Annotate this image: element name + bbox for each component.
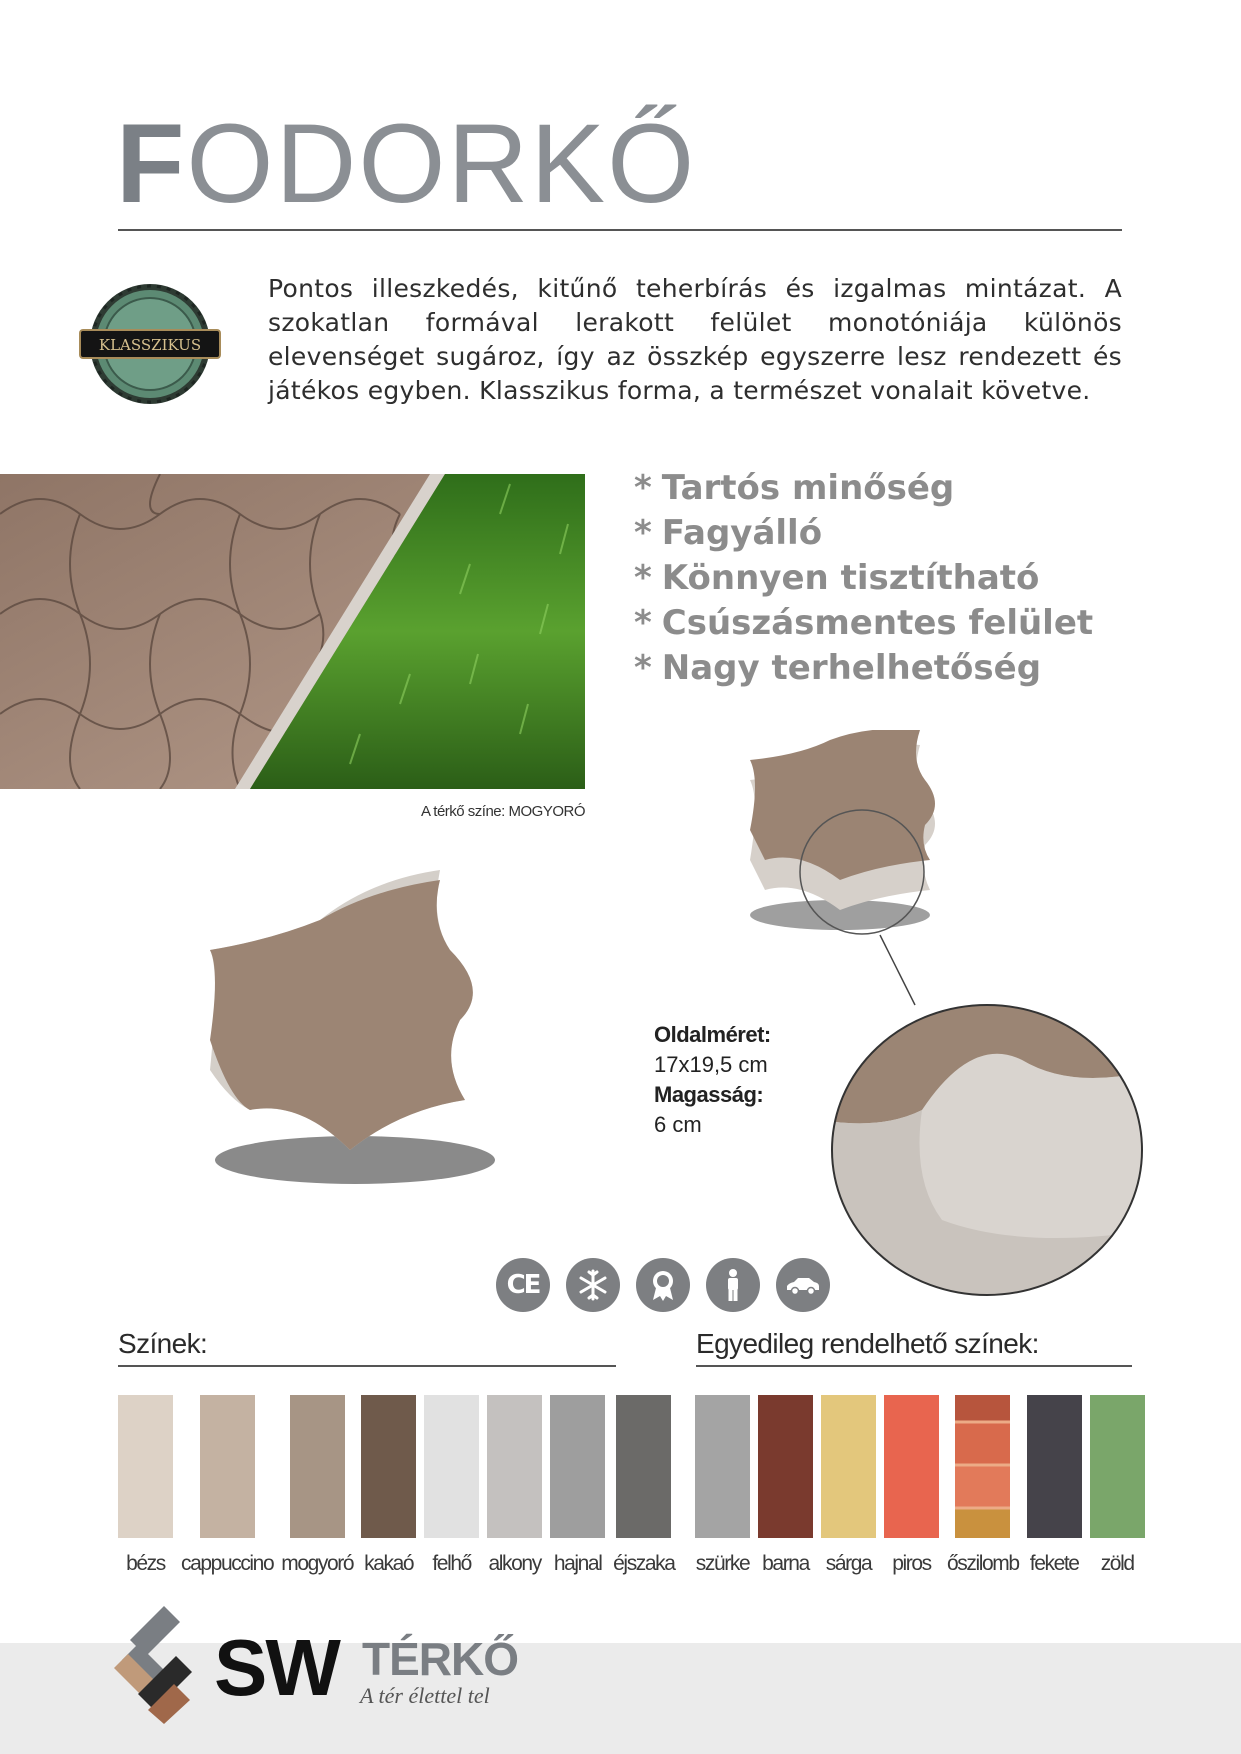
feature-item: * Csúszásmentes felület	[634, 603, 1094, 643]
product-specs	[654, 1020, 771, 1140]
photo-caption: A térkő színe: MOGYORÓ	[420, 803, 585, 820]
color-swatch	[361, 1395, 416, 1538]
paving-photo-illustration	[0, 474, 585, 789]
color-swatch	[955, 1395, 1010, 1538]
klasszikus-badge	[76, 280, 224, 408]
title-initial: F	[116, 101, 187, 226]
color-swatch-item	[424, 1395, 479, 1576]
color-swatch	[487, 1395, 542, 1538]
title-divider	[118, 229, 1122, 231]
color-swatch	[821, 1395, 876, 1538]
color-swatch-label: mogyoró	[281, 1552, 354, 1575]
snowflake-icon	[566, 1258, 620, 1312]
color-swatch-label: szürke	[695, 1552, 750, 1575]
colors-divider	[118, 1365, 616, 1367]
custom-colors-heading: Egyedileg rendelhető színek:	[696, 1328, 1039, 1359]
brand-name-rest: TÉRKŐ	[362, 1633, 518, 1685]
color-swatch-label: fekete	[1029, 1552, 1079, 1575]
color-swatch	[758, 1395, 813, 1538]
color-swatch-item	[487, 1395, 542, 1576]
side-size-label: Oldalméret:	[654, 1022, 771, 1047]
title-rest: ODORKŐ	[186, 101, 697, 226]
color-swatch-label: zöld	[1100, 1552, 1134, 1575]
color-swatch-item	[281, 1395, 353, 1576]
color-swatch	[884, 1395, 939, 1538]
custom-color-swatches	[695, 1395, 1145, 1576]
custom-colors-divider	[696, 1365, 1132, 1367]
standard-color-swatches	[118, 1395, 675, 1576]
certification-icons	[496, 1258, 830, 1312]
paver-stone-small-image	[720, 730, 960, 965]
color-swatch	[695, 1395, 750, 1538]
color-swatch-item	[947, 1395, 1019, 1576]
color-swatch	[290, 1395, 345, 1538]
product-description: Pontos illeszkedés, kitűnő teherbírás és izgalmas mintázat. A szokatlan formával lerakott felület monotóniája különös elevenséget sugároz, így az összkép egyszerre lesz rendezett és játékos egyben. Klasszikus forma, a természet vonalait követve.	[268, 274, 1122, 405]
colors-heading: Színek:	[118, 1328, 208, 1359]
zoom-detail-circle	[822, 1000, 1152, 1300]
color-swatch	[118, 1395, 173, 1538]
color-swatch	[1090, 1395, 1145, 1538]
award-rosette-icon	[636, 1258, 690, 1312]
car-icon	[776, 1258, 830, 1312]
color-swatch-label: alkony	[488, 1552, 541, 1575]
feature-item: * Tartós minőség	[634, 468, 955, 508]
feature-item: * Nagy terhelhetőség	[634, 648, 1042, 688]
color-swatch-label: kakaó	[364, 1552, 414, 1575]
color-swatch-item	[821, 1395, 876, 1576]
color-swatch	[1027, 1395, 1082, 1538]
paver-stone-large-image	[190, 860, 520, 1210]
color-swatch-label: cappuccino	[181, 1552, 274, 1575]
product-title	[116, 101, 697, 226]
color-swatch-label: bézs	[126, 1552, 165, 1575]
color-swatch-label: őszilomb	[947, 1552, 1019, 1575]
height-label: Magasság:	[654, 1082, 764, 1107]
ce-mark-icon: CE	[496, 1258, 550, 1312]
color-swatch-label: hajnal	[553, 1552, 602, 1575]
color-swatch-item	[1027, 1395, 1082, 1576]
height-value: 6 cm	[654, 1112, 702, 1137]
color-swatch	[616, 1395, 671, 1538]
color-swatch	[424, 1395, 479, 1538]
color-swatch-item	[361, 1395, 416, 1576]
color-swatch-item	[550, 1395, 605, 1576]
color-swatch-item	[1090, 1395, 1145, 1576]
color-swatch-label: éjszaka	[613, 1552, 675, 1575]
badge-seal-icon	[76, 280, 224, 408]
color-swatch-item	[884, 1395, 939, 1576]
color-swatch-label: sárga	[825, 1552, 872, 1575]
color-swatch-item	[613, 1395, 674, 1576]
color-swatch-label: piros	[892, 1552, 931, 1575]
feature-item: * Könnyen tisztítható	[634, 558, 1040, 598]
color-swatch	[550, 1395, 605, 1538]
color-swatch-item	[695, 1395, 750, 1576]
color-swatch-item	[118, 1395, 173, 1576]
color-swatch-label: felhő	[432, 1552, 471, 1575]
feature-list	[634, 466, 1093, 691]
color-swatch-label: barna	[762, 1552, 809, 1575]
brand-name-bold: SW	[214, 1623, 339, 1712]
pedestrian-icon	[706, 1258, 760, 1312]
color-swatch-item	[181, 1395, 273, 1576]
feature-item: * Fagyálló	[634, 513, 823, 553]
side-size-value: 17x19,5 cm	[654, 1052, 768, 1077]
brand-tagline: A tér élettel tel	[360, 1683, 490, 1708]
color-swatch	[200, 1395, 255, 1538]
color-swatch-item	[758, 1395, 813, 1576]
sw-terko-logo-mark	[114, 1606, 214, 1724]
paving-photo	[0, 474, 585, 789]
badge-label: KLASSZIKUS	[98, 336, 202, 354]
